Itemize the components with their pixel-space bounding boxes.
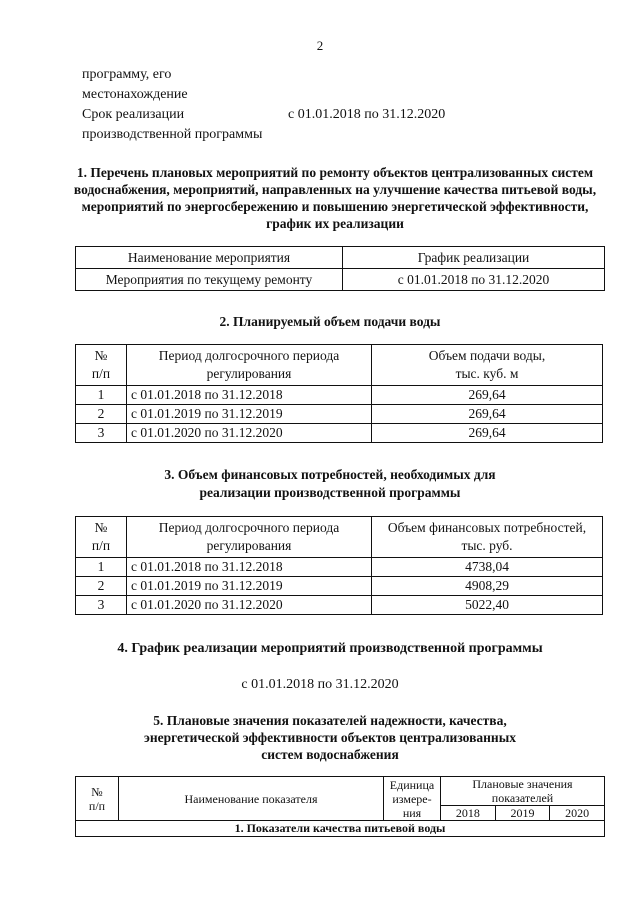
header-num-line2: п/п xyxy=(88,798,106,813)
header-num-line1: № xyxy=(91,784,103,799)
header-period-line2: регулирования xyxy=(206,366,292,381)
table-row xyxy=(76,596,603,615)
section3-table xyxy=(75,516,603,615)
table-subheader-row xyxy=(76,821,605,837)
year-header: 2020 xyxy=(550,806,605,821)
header-period-line1: Период долгосрочного периода xyxy=(158,348,340,363)
header-volume-line1: Объем подачи воды, xyxy=(428,348,546,363)
measure-schedule: с 01.01.2018 по 31.12.2020 xyxy=(343,269,605,291)
section5-title-line2: энергетической эффективности объектов централизованных xyxy=(143,730,516,745)
section3-title-line1: 3. Объем финансовых потребностей, необходимых для xyxy=(164,467,496,482)
header-finance-line1: Объем финансовых потребностей, xyxy=(387,520,587,535)
section5-title-line1: 5. Плановые значения показателей надежности, качества, xyxy=(153,713,507,728)
column-header-schedule: График реализации xyxy=(343,247,605,269)
row-finance: 4738,04 xyxy=(372,558,603,577)
row-number: 1 xyxy=(76,386,127,405)
header-num-line1: № xyxy=(94,520,108,535)
header-num-line2: п/п xyxy=(91,366,111,381)
header-period-line2: регулирования xyxy=(206,538,292,553)
row-number: 1 xyxy=(76,558,127,577)
subheader-quality: 1. Показатели качества питьевой воды xyxy=(76,821,605,837)
header-plan-line2: показателей xyxy=(491,791,554,805)
header-finance-line2: тыс. руб. xyxy=(461,538,513,553)
term-label: Срок реализации xyxy=(82,107,185,122)
header-volume-line2: тыс. куб. м xyxy=(455,366,519,381)
header-unit-line3: ния xyxy=(402,805,422,820)
year-header: 2019 xyxy=(495,806,550,821)
section5-title-line3: систем водоснабжения xyxy=(261,747,399,762)
section2-table xyxy=(75,344,603,443)
header-unit-line2: измере- xyxy=(392,791,432,806)
column-header-number xyxy=(76,777,119,821)
column-header-unit xyxy=(384,777,441,821)
column-header-number xyxy=(76,345,127,386)
row-finance: 4908,29 xyxy=(372,577,603,596)
section4-period: с 01.01.2018 по 31.12.2020 xyxy=(241,677,399,692)
section2-title: 2. Планируемый объем подачи воды xyxy=(219,314,441,329)
table-row xyxy=(76,577,603,596)
row-period: с 01.01.2019 по 31.12.2019 xyxy=(127,405,372,424)
column-header-period xyxy=(127,517,372,558)
table-row xyxy=(76,405,603,424)
table-row xyxy=(76,269,605,291)
row-volume: 269,64 xyxy=(372,424,603,443)
table-header-row xyxy=(76,517,603,558)
row-period: с 01.01.2019 по 31.12.2019 xyxy=(127,577,372,596)
year-header: 2018 xyxy=(441,806,496,821)
table-row xyxy=(76,386,603,405)
column-header-period xyxy=(127,345,372,386)
table-header-row xyxy=(76,777,605,806)
row-period: с 01.01.2018 по 31.12.2018 xyxy=(127,558,372,577)
row-number: 3 xyxy=(76,424,127,443)
section3-title-line2: реализации производственной программы xyxy=(199,485,461,500)
term-value: с 01.01.2018 по 31.12.2020 xyxy=(288,107,446,122)
row-period: с 01.01.2020 по 31.12.2020 xyxy=(127,596,372,615)
column-header-plan xyxy=(441,777,605,806)
table-row xyxy=(76,558,603,577)
row-volume: 269,64 xyxy=(372,405,603,424)
header-num-line2: п/п xyxy=(91,538,111,553)
header-line-2: местонахождение xyxy=(82,87,188,102)
row-volume: 269,64 xyxy=(372,386,603,405)
row-number: 2 xyxy=(76,577,127,596)
column-header-measure: Наименование мероприятия xyxy=(76,247,343,269)
row-period: с 01.01.2018 по 31.12.2018 xyxy=(127,386,372,405)
header-period-line1: Период долгосрочного периода xyxy=(158,520,340,535)
table-row xyxy=(76,424,603,443)
section4-title: 4. График реализации мероприятий производственной программы xyxy=(117,641,543,656)
table-header-row xyxy=(76,345,603,386)
row-period: с 01.01.2020 по 31.12.2020 xyxy=(127,424,372,443)
column-header-indicator: Наименование показателя xyxy=(119,777,384,821)
table-header-row xyxy=(76,247,605,269)
section1-title: 1. Перечень плановых мероприятий по ремонту объектов централизованных систем водоснабжения, мероприятий, направленных на улучшение качества питьевой воды, мероприятий по энергосбережению и повышению энергетической эффективности, график их реализации xyxy=(73,165,597,231)
header-unit-line1: Единица xyxy=(389,777,435,792)
section5-table xyxy=(75,776,605,837)
page-number: 2 xyxy=(316,38,324,53)
column-header-number xyxy=(76,517,127,558)
header-num-line1: № xyxy=(94,348,108,363)
header-line-1: программу, его xyxy=(82,67,172,82)
header-line-4: производственной программы xyxy=(82,127,263,142)
row-finance: 5022,40 xyxy=(372,596,603,615)
row-number: 3 xyxy=(76,596,127,615)
row-number: 2 xyxy=(76,405,127,424)
column-header-finance xyxy=(372,517,603,558)
section1-table xyxy=(75,246,605,291)
column-header-volume xyxy=(372,345,603,386)
measure-name: Мероприятия по текущему ремонту xyxy=(76,269,343,291)
header-plan-line1: Плановые значения xyxy=(472,777,573,791)
